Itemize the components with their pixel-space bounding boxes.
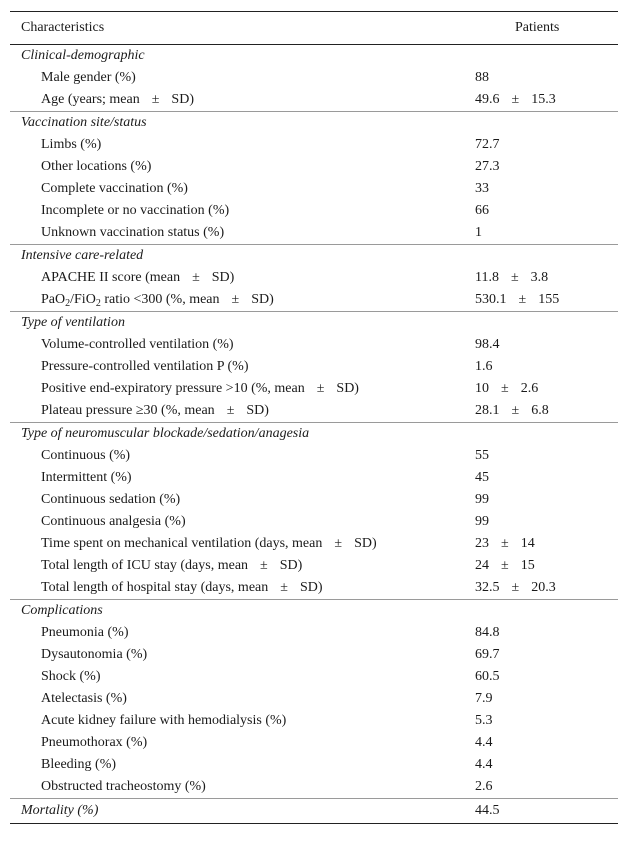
row-label: Incomplete or no vaccination (%) <box>41 203 230 218</box>
row-label: Pneumonia (%) <box>41 625 129 640</box>
row-value: 27.3 <box>475 159 500 174</box>
mortality-value: 44.5 <box>475 803 500 818</box>
row-value: 2.6 <box>475 779 493 794</box>
row-value: 4.4 <box>475 735 493 750</box>
row-label: Obstructed tracheostomy (%) <box>41 779 206 794</box>
row-label: Limbs (%) <box>41 137 102 152</box>
table-row <box>10 67 618 89</box>
row-label: Pneumothorax (%) <box>41 735 148 750</box>
row-label: Atelectasis (%) <box>41 691 127 706</box>
table-row <box>10 200 618 222</box>
table-row <box>10 776 618 798</box>
row-label: Acute kidney failure with hemodialysis (%) <box>41 713 287 728</box>
row-label: Total length of ICU stay (days, mean ± SD) <box>41 558 303 573</box>
table-row <box>10 688 618 710</box>
row-value: 1 <box>475 225 482 240</box>
row-value: 4.4 <box>475 757 493 772</box>
section-title: Vaccination site/status <box>21 115 147 130</box>
table-row <box>10 622 618 644</box>
table-row <box>10 267 618 289</box>
table-bottom-rule <box>10 823 618 824</box>
row-value: 5.3 <box>475 713 493 728</box>
row-label: Age (years; mean ± SD) <box>41 92 194 107</box>
table-body <box>10 45 618 823</box>
table-row <box>10 644 618 666</box>
section-intensive-care <box>10 245 618 267</box>
row-value: 24 ± 15 <box>475 558 535 573</box>
row-label: PaO$_2$/FiO$_2$ ratio <300 (%, mean ± SD) <box>41 292 274 309</box>
section-title: Intensive care-related <box>21 248 144 263</box>
row-value: 66 <box>475 203 489 218</box>
row-label: Dysautonomia (%) <box>41 647 148 662</box>
section-title: Type of ventilation <box>21 315 125 330</box>
row-value: 72.7 <box>475 137 500 152</box>
row-label: Time spent on mechanical ventilation (days, mean ± SD) <box>41 536 377 551</box>
row-value: 99 <box>475 492 489 507</box>
section-title: Clinical-demographic <box>21 48 145 63</box>
section-title: Type of neuromuscular blockade/sedation/anagesia <box>21 426 310 441</box>
header-characteristics: Characteristics <box>21 20 105 35</box>
row-value: 11.8 ± 3.8 <box>475 270 549 285</box>
table-row <box>10 289 618 311</box>
row-label: Unknown vaccination status (%) <box>41 225 225 240</box>
row-label: Continuous sedation (%) <box>41 492 181 507</box>
row-value: 88 <box>475 70 489 85</box>
section-neuromuscular-blockade <box>10 423 618 445</box>
table-row <box>10 378 618 400</box>
row-label: Shock (%) <box>41 669 101 684</box>
row-label: Plateau pressure ≥30 (%, mean ± SD) <box>41 403 269 418</box>
table-row <box>10 511 618 533</box>
table-row <box>10 489 618 511</box>
table-row <box>10 178 618 200</box>
patient-characteristics-table <box>10 11 618 824</box>
table-row <box>10 445 618 467</box>
row-value: 55 <box>475 448 489 463</box>
table-row <box>10 754 618 776</box>
row-value: 32.5 ± 20.3 <box>475 580 556 595</box>
table-header-row <box>10 12 618 44</box>
section-vaccination <box>10 112 618 134</box>
row-label: Pressure-controlled ventilation P (%) <box>41 359 249 374</box>
row-label: Male gender (%) <box>41 70 136 85</box>
table-row <box>10 577 618 599</box>
row-value: 98.4 <box>475 337 500 352</box>
row-label: Intermittent (%) <box>41 470 132 485</box>
mortality-label: Mortality (%) <box>21 803 99 818</box>
section-title: Complications <box>21 603 103 618</box>
row-value: 28.1 ± 6.8 <box>475 403 549 418</box>
table-row <box>10 732 618 754</box>
section-complications <box>10 600 618 622</box>
table-row <box>10 334 618 356</box>
row-value: 99 <box>475 514 489 529</box>
section-ventilation <box>10 312 618 334</box>
row-value: 530.1 ± 155 <box>475 292 560 307</box>
row-value: 45 <box>475 470 489 485</box>
row-label: APACHE II score (mean ± SD) <box>41 270 235 285</box>
row-label: Other locations (%) <box>41 159 152 174</box>
header-patients: Patients <box>515 20 560 35</box>
table-row <box>10 134 618 156</box>
row-value: 10 ± 2.6 <box>475 381 539 396</box>
row-label: Continuous analgesia (%) <box>41 514 186 529</box>
table-row <box>10 555 618 577</box>
section-clinical-demographic <box>10 45 618 67</box>
row-value: 84.8 <box>475 625 500 640</box>
row-label: Complete vaccination (%) <box>41 181 188 196</box>
row-value: 69.7 <box>475 647 500 662</box>
row-value: 49.6 ± 15.3 <box>475 92 556 107</box>
table-row <box>10 400 618 422</box>
table-row <box>10 666 618 688</box>
table-row <box>10 156 618 178</box>
table-row <box>10 710 618 732</box>
row-label: Positive end-expiratory pressure >10 (%, mean ± SD) <box>41 381 359 396</box>
table-row <box>10 467 618 489</box>
table-row <box>10 89 618 111</box>
row-value: 7.9 <box>475 691 493 706</box>
row-label: Total length of hospital stay (days, mean ± SD) <box>41 580 323 595</box>
row-label: Volume-controlled ventilation (%) <box>41 337 234 352</box>
table-row <box>10 533 618 555</box>
row-label: Continuous (%) <box>41 448 131 463</box>
row-value: 1.6 <box>475 359 493 374</box>
row-value: 23 ± 14 <box>475 536 535 551</box>
table-row <box>10 222 618 244</box>
row-value: 60.5 <box>475 669 500 684</box>
row-label: Bleeding (%) <box>41 757 117 772</box>
section-mortality <box>10 799 618 823</box>
table-row <box>10 356 618 378</box>
row-value: 33 <box>475 181 489 196</box>
